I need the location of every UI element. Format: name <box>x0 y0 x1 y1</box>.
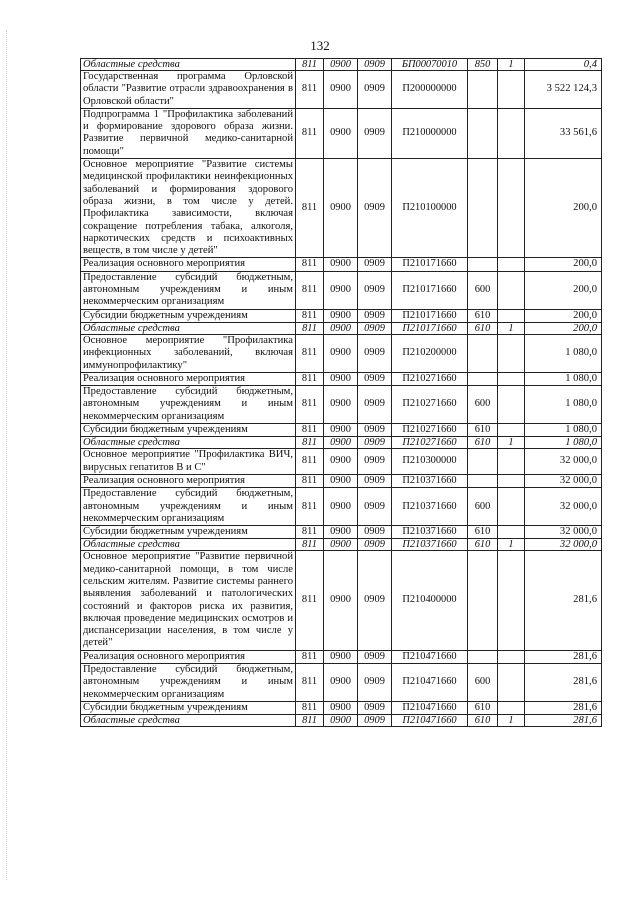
funding-source-code <box>498 108 525 158</box>
row-description: Реализация основного мероприятия <box>81 258 296 271</box>
target-article-code: П210471660 <box>392 715 468 727</box>
amount-value: 32 000,0 <box>525 449 602 475</box>
expense-type-code <box>468 258 498 271</box>
table-row <box>81 551 602 650</box>
section-code: 0900 <box>324 71 358 109</box>
section-code: 0900 <box>324 372 358 385</box>
row-description: Основное мероприятие "Профилактика инфекционных заболеваний, включая иммунопрофилактику" <box>81 334 296 372</box>
section-code: 0900 <box>324 715 358 727</box>
row-description: Основное мероприятие "Профилактика ВИЧ, вирусных гепатитов В и С" <box>81 449 296 475</box>
section-code: 0900 <box>324 108 358 158</box>
target-article-code: БП00070010 <box>392 59 468 71</box>
ministry-code: 811 <box>296 372 324 385</box>
expense-type-code <box>468 159 498 258</box>
subsection-code: 0909 <box>358 71 392 109</box>
subsection-code: 0909 <box>358 322 392 334</box>
target-article-code: П210171660 <box>392 309 468 322</box>
ministry-code: 811 <box>296 650 324 663</box>
expense-type-code: 600 <box>468 386 498 424</box>
target-article-code: П210471660 <box>392 701 468 714</box>
subsection-code: 0909 <box>358 372 392 385</box>
table-row <box>81 372 602 385</box>
row-description: Подпрограмма 1 "Профилактика заболеваний и формирование здорового образа жизни. Развитие первичной медико-санитарной помощи" <box>81 108 296 158</box>
amount-value: 32 000,0 <box>525 526 602 539</box>
expense-type-code <box>468 474 498 487</box>
ministry-code: 811 <box>296 664 324 702</box>
ministry-code: 811 <box>296 449 324 475</box>
expense-type-code <box>468 372 498 385</box>
amount-value: 200,0 <box>525 258 602 271</box>
amount-value: 32 000,0 <box>525 488 602 526</box>
amount-value: 281,6 <box>525 715 602 727</box>
expense-type-code: 610 <box>468 309 498 322</box>
ministry-code: 811 <box>296 322 324 334</box>
subsection-code: 0909 <box>358 650 392 663</box>
funding-source-code <box>498 526 525 539</box>
ministry-code: 811 <box>296 526 324 539</box>
amount-value: 32 000,0 <box>525 539 602 551</box>
expense-type-code <box>468 71 498 109</box>
expense-type-code: 610 <box>468 539 498 551</box>
funding-source-code <box>498 664 525 702</box>
section-code: 0900 <box>324 701 358 714</box>
section-code: 0900 <box>324 322 358 334</box>
ministry-code: 811 <box>296 551 324 650</box>
subsection-code: 0909 <box>358 159 392 258</box>
row-description: Субсидии бюджетным учреждениям <box>81 526 296 539</box>
section-code: 0900 <box>324 59 358 71</box>
subsection-code: 0909 <box>358 386 392 424</box>
amount-value: 281,6 <box>525 650 602 663</box>
table-row <box>81 449 602 475</box>
funding-source-code: 1 <box>498 539 525 551</box>
table-row <box>81 322 602 334</box>
amount-value: 3 522 124,3 <box>525 71 602 109</box>
amount-value: 200,0 <box>525 309 602 322</box>
subsection-code: 0909 <box>358 539 392 551</box>
target-article-code: П210171660 <box>392 322 468 334</box>
amount-value: 1 080,0 <box>525 437 602 449</box>
expense-type-code: 600 <box>468 488 498 526</box>
table-row <box>81 271 602 309</box>
expense-type-code: 610 <box>468 437 498 449</box>
row-description: Предоставление субсидий бюджетным, автономным учреждениям и иным некоммерческим организациям <box>81 664 296 702</box>
section-code: 0900 <box>324 424 358 437</box>
table-row <box>81 334 602 372</box>
amount-value: 200,0 <box>525 159 602 258</box>
table-row <box>81 437 602 449</box>
row-description: Реализация основного мероприятия <box>81 474 296 487</box>
ministry-code: 811 <box>296 539 324 551</box>
row-description: Областные средства <box>81 539 296 551</box>
expense-type-code <box>468 551 498 650</box>
target-article-code: П210371660 <box>392 539 468 551</box>
target-article-code: П210471660 <box>392 650 468 663</box>
subsection-code: 0909 <box>358 664 392 702</box>
expense-type-code: 610 <box>468 424 498 437</box>
funding-source-code <box>498 474 525 487</box>
ministry-code: 811 <box>296 309 324 322</box>
amount-value: 1 080,0 <box>525 372 602 385</box>
subsection-code: 0909 <box>358 424 392 437</box>
ministry-code: 811 <box>296 488 324 526</box>
subsection-code: 0909 <box>358 474 392 487</box>
funding-source-code <box>498 650 525 663</box>
section-code: 0900 <box>324 258 358 271</box>
table-row <box>81 108 602 158</box>
expense-type-code <box>468 449 498 475</box>
table-row <box>81 526 602 539</box>
ministry-code: 811 <box>296 701 324 714</box>
target-article-code: П210171660 <box>392 271 468 309</box>
scan-margin-line <box>6 30 8 880</box>
table-row <box>81 539 602 551</box>
funding-source-code <box>498 334 525 372</box>
amount-value: 0,4 <box>525 59 602 71</box>
funding-source-code <box>498 258 525 271</box>
section-code: 0900 <box>324 526 358 539</box>
subsection-code: 0909 <box>358 437 392 449</box>
section-code: 0900 <box>324 488 358 526</box>
row-description: Областные средства <box>81 59 296 71</box>
ministry-code: 811 <box>296 334 324 372</box>
funding-source-code <box>498 424 525 437</box>
section-code: 0900 <box>324 437 358 449</box>
funding-source-code <box>498 449 525 475</box>
target-article-code: П210371660 <box>392 526 468 539</box>
target-article-code: П210171660 <box>392 258 468 271</box>
section-code: 0900 <box>324 334 358 372</box>
table-row <box>81 474 602 487</box>
funding-source-code <box>498 159 525 258</box>
target-article-code: П200000000 <box>392 71 468 109</box>
table-row <box>81 258 602 271</box>
subsection-code: 0909 <box>358 526 392 539</box>
table-row <box>81 715 602 727</box>
expense-type-code <box>468 334 498 372</box>
ministry-code: 811 <box>296 437 324 449</box>
ministry-code: 811 <box>296 271 324 309</box>
funding-source-code: 1 <box>498 322 525 334</box>
subsection-code: 0909 <box>358 258 392 271</box>
expense-type-code <box>468 650 498 663</box>
table-row <box>81 650 602 663</box>
row-description: Основное мероприятие "Развитие первичной медико-санитарной помощи, в том числе сельским жителям. Развитие системы раннего выявления заболеваний и патологических состояний и факторов риска их развития, включая проведение медицинских осмотров и диспансеризации населения, в том числе у детей" <box>81 551 296 650</box>
subsection-code: 0909 <box>358 59 392 71</box>
row-description: Основное мероприятие "Развитие системы медицинской профилактики неинфекционных заболеваний и формирования здорового образа жизни, в том числе у детей. Профилактика зависимости, включая сокращение потребления табака, алкоголя, наркотических средств и психоактивных веществ, в том числе у детей" <box>81 159 296 258</box>
funding-source-code <box>498 488 525 526</box>
row-description: Областные средства <box>81 322 296 334</box>
section-code: 0900 <box>324 309 358 322</box>
target-article-code: П210371660 <box>392 474 468 487</box>
page-number: 132 <box>310 38 330 53</box>
row-description: Реализация основного мероприятия <box>81 372 296 385</box>
amount-value: 1 080,0 <box>525 386 602 424</box>
subsection-code: 0909 <box>358 701 392 714</box>
expense-type-code: 850 <box>468 59 498 71</box>
table-row <box>81 386 602 424</box>
ministry-code: 811 <box>296 424 324 437</box>
target-article-code: П210200000 <box>392 334 468 372</box>
table-row <box>81 309 602 322</box>
funding-source-code <box>498 386 525 424</box>
subsection-code: 0909 <box>358 715 392 727</box>
subsection-code: 0909 <box>358 309 392 322</box>
subsection-code: 0909 <box>358 108 392 158</box>
row-description: Предоставление субсидий бюджетным, автономным учреждениям и иным некоммерческим организациям <box>81 488 296 526</box>
section-code: 0900 <box>324 386 358 424</box>
funding-source-code: 1 <box>498 437 525 449</box>
expense-type-code: 610 <box>468 715 498 727</box>
target-article-code: П210300000 <box>392 449 468 475</box>
target-article-code: П210000000 <box>392 108 468 158</box>
funding-source-code <box>498 71 525 109</box>
funding-source-code <box>498 372 525 385</box>
row-description: Областные средства <box>81 715 296 727</box>
row-description: Государственная программа Орловской области "Развитие отрасли здравоохранения в Орловской области" <box>81 71 296 109</box>
expense-type-code: 600 <box>468 271 498 309</box>
amount-value: 33 561,6 <box>525 108 602 158</box>
section-code: 0900 <box>324 539 358 551</box>
amount-value: 200,0 <box>525 271 602 309</box>
section-code: 0900 <box>324 449 358 475</box>
target-article-code: П210271660 <box>392 386 468 424</box>
target-article-code: П210371660 <box>392 488 468 526</box>
ministry-code: 811 <box>296 59 324 71</box>
funding-source-code <box>498 271 525 309</box>
table-row <box>81 59 602 71</box>
amount-value: 200,0 <box>525 322 602 334</box>
subsection-code: 0909 <box>358 334 392 372</box>
budget-table-body <box>81 59 602 727</box>
table-row <box>81 71 602 109</box>
section-code: 0900 <box>324 664 358 702</box>
expense-type-code <box>468 108 498 158</box>
target-article-code: П210271660 <box>392 424 468 437</box>
expense-type-code: 610 <box>468 322 498 334</box>
ministry-code: 811 <box>296 258 324 271</box>
subsection-code: 0909 <box>358 271 392 309</box>
row-description: Субсидии бюджетным учреждениям <box>81 701 296 714</box>
table-row <box>81 701 602 714</box>
table-row <box>81 424 602 437</box>
subsection-code: 0909 <box>358 551 392 650</box>
expense-type-code: 610 <box>468 526 498 539</box>
amount-value: 281,6 <box>525 701 602 714</box>
ministry-code: 811 <box>296 474 324 487</box>
subsection-code: 0909 <box>358 488 392 526</box>
table-row <box>81 664 602 702</box>
ministry-code: 811 <box>296 108 324 158</box>
target-article-code: П210471660 <box>392 664 468 702</box>
row-description: Субсидии бюджетным учреждениям <box>81 424 296 437</box>
subsection-code: 0909 <box>358 449 392 475</box>
ministry-code: 811 <box>296 386 324 424</box>
ministry-code: 811 <box>296 159 324 258</box>
row-description: Областные средства <box>81 437 296 449</box>
funding-source-code <box>498 701 525 714</box>
expense-type-code: 600 <box>468 664 498 702</box>
section-code: 0900 <box>324 159 358 258</box>
section-code: 0900 <box>324 650 358 663</box>
row-description: Реализация основного мероприятия <box>81 650 296 663</box>
row-description: Предоставление субсидий бюджетным, автономным учреждениям и иным некоммерческим организациям <box>81 271 296 309</box>
amount-value: 281,6 <box>525 664 602 702</box>
section-code: 0900 <box>324 474 358 487</box>
funding-source-code: 1 <box>498 59 525 71</box>
target-article-code: П210100000 <box>392 159 468 258</box>
expense-type-code: 610 <box>468 701 498 714</box>
amount-value: 281,6 <box>525 551 602 650</box>
row-description: Предоставление субсидий бюджетным, автономным учреждениям и иным некоммерческим организациям <box>81 386 296 424</box>
amount-value: 32 000,0 <box>525 474 602 487</box>
budget-table <box>80 58 602 727</box>
amount-value: 1 080,0 <box>525 424 602 437</box>
table-row <box>81 488 602 526</box>
funding-source-code <box>498 551 525 650</box>
funding-source-code <box>498 309 525 322</box>
amount-value: 1 080,0 <box>525 334 602 372</box>
ministry-code: 811 <box>296 715 324 727</box>
funding-source-code: 1 <box>498 715 525 727</box>
ministry-code: 811 <box>296 71 324 109</box>
section-code: 0900 <box>324 271 358 309</box>
target-article-code: П210271660 <box>392 372 468 385</box>
target-article-code: П210400000 <box>392 551 468 650</box>
section-code: 0900 <box>324 551 358 650</box>
row-description: Субсидии бюджетным учреждениям <box>81 309 296 322</box>
table-row <box>81 159 602 258</box>
target-article-code: П210271660 <box>392 437 468 449</box>
